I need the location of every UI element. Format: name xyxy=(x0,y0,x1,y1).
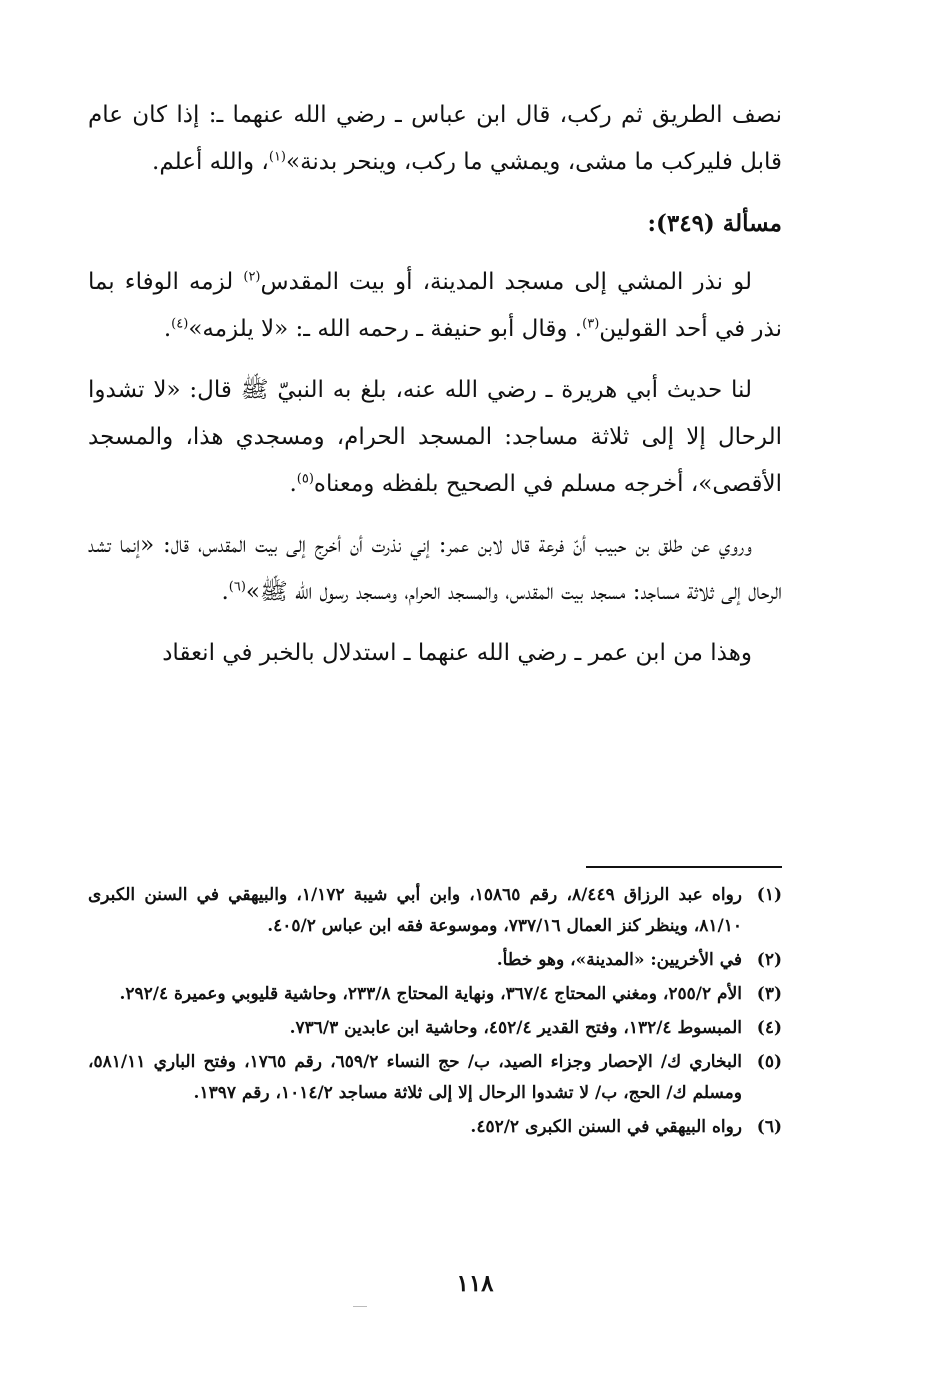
paragraph-3 xyxy=(88,367,782,508)
footnote-ref-5: (٥) xyxy=(296,471,314,487)
footnote-ref-6: (٦) xyxy=(228,579,246,595)
footnote xyxy=(88,979,782,1010)
footnote-number: (٣) xyxy=(756,984,782,1004)
paragraph-3-tail: . xyxy=(289,471,297,497)
footnote-ref-1: (١) xyxy=(268,149,286,165)
paragraph-1-tail: ، والله أعلم. xyxy=(152,149,269,175)
main-text xyxy=(88,92,782,677)
footnote-number: (٤) xyxy=(756,1018,782,1038)
footnote xyxy=(88,1013,782,1044)
section-heading: مسألة (٣٤٩): xyxy=(647,210,782,237)
paragraph-3-text: لنا حديث أبي هريرة ـ رضي الله عنه، بلغ به النبيّ ﷺ قال: «لا تشدوا الرحال إلا إلى ثلاثة مساجد: المسجد الحرام، ومسجدي هذا، والمسجد الأقصى»، أخرجه مسلم في الصحيح بلفظه ومعناه xyxy=(88,377,782,497)
paragraph-2-text-c: . وقال أبو حنيفة ـ رحمه الله ـ: «لا يلزمه» xyxy=(188,316,583,342)
footnote-number: (٥) xyxy=(756,1052,782,1072)
paragraph-2-text-b: لزمه الوفاء بما نذر في أحد القولين xyxy=(88,269,782,342)
page-number: ١١٨ xyxy=(456,1270,494,1297)
paragraph-1-text: نصف الطريق ثم ركب، قال ابن عباس ـ رضي الله عنهما ـ: إذا كان عام قابل فليركب ما مشى، ويمشي ما ركب، وينحر بدنة» xyxy=(88,102,782,175)
scan-speck xyxy=(353,1306,367,1307)
footnote-text: في الأخريين: «المدينة»، وهو خطأ. xyxy=(496,950,742,970)
footnote-ref-4: (٤) xyxy=(171,316,189,332)
footnote xyxy=(88,945,782,976)
footnotes xyxy=(88,880,782,1146)
footnote-number: (١) xyxy=(756,885,782,905)
paragraph-2-tail: . xyxy=(163,316,172,342)
paragraph-2 xyxy=(88,259,782,353)
paragraph-4 xyxy=(88,522,782,616)
footnote-ref-3: (٣) xyxy=(582,316,600,332)
footnote xyxy=(88,1047,782,1109)
footnote xyxy=(88,880,782,942)
footnote-text: رواه البيهقي في السنن الكبرى ٤٥٢/٢. xyxy=(470,1117,742,1137)
footnote-separator xyxy=(586,866,782,868)
paragraph-4-tail: . xyxy=(221,579,229,605)
footnote xyxy=(88,1112,782,1143)
footnote-number: (٢) xyxy=(756,950,782,970)
footnote-text: البخاري ك/ الإحصار وجزاء الصيد، ب/ حج النساء ٦٥٩/٢، رقم ١٧٦٥، وفتح الباري ٥٨١/١١، ومسلم ك/ الحج، ب/ لا تشدوا الرحال إلا إلى ثلاثة مساجد ١٠١٤/٢، رقم ١٣٩٧. xyxy=(88,1052,742,1103)
footnote-text: المبسوط ١٣٢/٤، وفتح القدير ٤٥٢/٤، وحاشية ابن عابدين ٧٣٦/٣. xyxy=(289,1018,742,1038)
paragraph-5: وهذا من ابن عمر ـ رضي الله عنهما ـ استدلال بالخبر في انعقاد xyxy=(162,640,752,666)
footnote-text: الأم ٢٥٥/٢، ومغني المحتاج ٣٦٧/٤، ونهاية المحتاج ٢٣٣/٨، وحاشية قليوبي وعميرة ٢٩٢/٤. xyxy=(119,984,742,1004)
paragraph-1 xyxy=(88,92,782,186)
body-text xyxy=(88,92,782,677)
paragraph-2-text-a: لو نذر المشي إلى مسجد المدينة، أو بيت المقدس xyxy=(260,269,752,295)
footnote-ref-2: (٢) xyxy=(243,269,261,285)
paragraph-4-text: وروي عن طلق بن حبيب أنّ فرعة قال لابن عمر: إني نذرت أن أخرج إلى بيت المقدس، قال: «إنما تشد الرحال إلى ثلاثة مساجد: مسجد بيت المقدس، والمسجد الحرام، ومسجد رسول الله ﷺ» xyxy=(88,532,782,605)
footnote-text: رواه عبد الرزاق ٨/٤٤٩، رقم ١٥٨٦٥، وابن أبي شيبة ١/١٧٢، والبيهقي في السنن الكبرى ٨١/١٠، وينظر كنز العمال ٧٣٧/١٦، وموسوعة فقه ابن عباس ٤٠٥/٢. xyxy=(88,885,742,936)
footnote-number: (٦) xyxy=(756,1117,782,1137)
